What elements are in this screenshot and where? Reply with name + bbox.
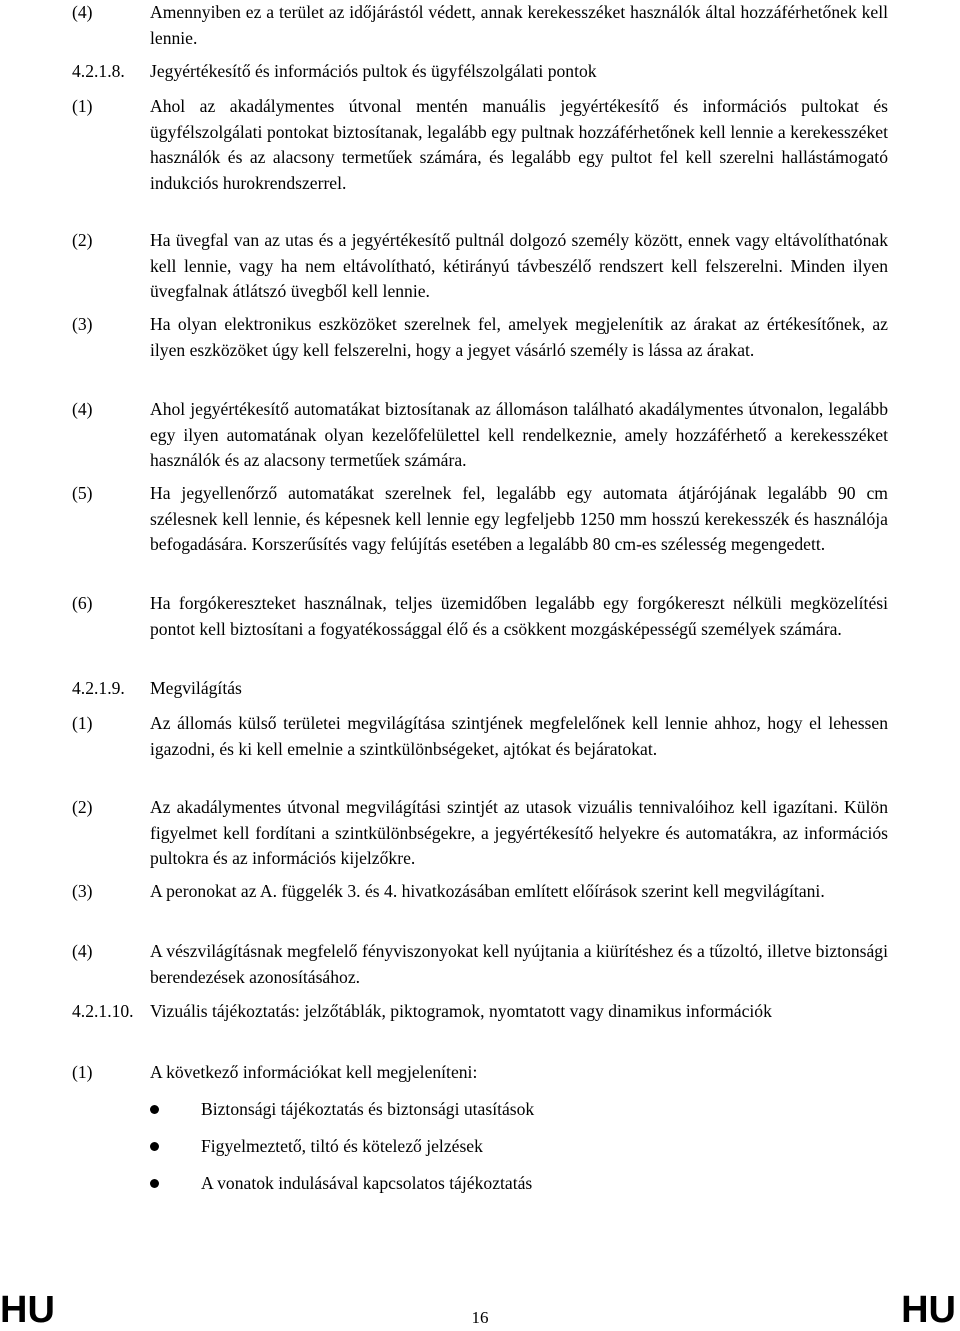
- section-number: 4.2.1.9.: [72, 678, 125, 698]
- bullet-list: [150, 1097, 850, 1208]
- paragraph-text: Amennyiben ez a terület az időjárástól védett, annak kerekesszéket használók által hozzáférhetőnek kell lennie.: [150, 2, 888, 48]
- section-heading-4-2-1-10: [72, 999, 888, 1025]
- paragraph-number: (2): [72, 230, 93, 250]
- paragraph-number: (3): [72, 881, 93, 901]
- section-title: Vizuális tájékoztatás: jelzőtáblák, piktogramok, nyomtatott vagy dinamikus információk: [150, 1001, 772, 1021]
- paragraph-2-route-lighting: [72, 795, 888, 872]
- paragraph-number: (4): [72, 941, 93, 961]
- section-number: 4.2.1.10.: [72, 1001, 134, 1021]
- paragraph-2-glass-wall: [72, 228, 888, 305]
- paragraph-1-counters: [72, 94, 888, 196]
- paragraph-4-ticket-machines: [72, 397, 888, 474]
- paragraph-text: Ha forgókereszteket használnak, teljes üzemidőben legalább egy forgókereszt nélküli megközelítési pontot kell biztosítani a fogyatékossággal élő és a csökkent mozgásképességű személyek számára.: [150, 593, 888, 639]
- paragraph-6-turnstiles: [72, 591, 888, 642]
- paragraph-text: A vészvilágításnak megfelelő fényviszonyokat kell nyújtania a kiürítéshez és a tűzoltó, illetve biztonsági berendezések azonosításához.: [150, 941, 888, 987]
- paragraph-3-price-display: [72, 312, 888, 363]
- paragraph-text: Ahol jegyértékesítő automatákat biztosítanak az állomáson található akadálymentes útvonalon, legalább egy ilyen automatának olyan kezelőfelülettel kell rendelkeznie, amely hozzáférhető a kerekesszéket használók és az alacsony termetűek számára.: [150, 399, 888, 470]
- list-item-text: Biztonsági tájékoztatás és biztonsági utasítások: [201, 1099, 535, 1119]
- paragraph-number: (1): [72, 1062, 93, 1082]
- footer-language-right: HU: [901, 1289, 956, 1331]
- paragraph-number: (3): [72, 314, 93, 334]
- list-item: [150, 1134, 850, 1159]
- paragraph-text: Az állomás külső területei megvilágítása szintjének megfelelőnek kell lennie ahhoz, hogy el lehessen igazodni, és ki kell emelnie a szintkülönbségeket, ajtókat és bejáratokat.: [150, 713, 888, 759]
- paragraph-text: A következő információkat kell megjeleníteni:: [150, 1062, 478, 1082]
- paragraph-number: (1): [72, 96, 93, 116]
- paragraph-4-shelter: [72, 0, 888, 51]
- list-item-text: A vonatok indulásával kapcsolatos tájékoztatás: [201, 1173, 533, 1193]
- list-item-text: Figyelmeztető, tiltó és kötelező jelzések: [201, 1136, 483, 1156]
- footer-language-left: HU: [0, 1289, 55, 1331]
- bullet-icon: [150, 1179, 159, 1188]
- section-number: 4.2.1.8.: [72, 61, 125, 81]
- section-heading-4-2-1-8: [72, 59, 888, 85]
- paragraph-4-emergency-lighting: [72, 939, 888, 990]
- paragraph-number: (4): [72, 399, 93, 419]
- list-item: [150, 1171, 850, 1196]
- paragraph-3-platform-lighting: [72, 879, 888, 905]
- section-heading-4-2-1-9: [72, 676, 888, 702]
- paragraph-number: (5): [72, 483, 93, 503]
- paragraph-text: Ha üvegfal van az utas és a jegyértékesítő pultnál dolgozó személy között, ennek vagy eltávolíthatónak kell lennie, vagy ha nem eltávolítható, kétirányú távbeszélő rendszert kell felszerelni. Minden ilyen üvegfalnak átlátszó üvegből kell lennie.: [150, 230, 888, 301]
- paragraph-text: Ha jegyellenőrző automatákat szerelnek fel, legalább egy automata átjárójának legalább 90 cm szélesnek kell lennie, és képesnek kell lennie egy legfeljebb 1250 mm hosszú kerekesszék és használója befogadására. Korszerűsítés vagy felújítás esetében a legalább 80 cm-es szélesség megengedett.: [150, 483, 888, 554]
- paragraph-number: (1): [72, 713, 93, 733]
- paragraph-text: Az akadálymentes útvonal megvilágítási szintjét az utasok vizuális tennivalóihoz kell igazítani. Külön figyelmet kell fordítani a szintkülönbségekre, a jegyértékesítő helyekre és automatákra, az információs pultokra és az információs kijelzőkre.: [150, 797, 888, 868]
- paragraph-number: (6): [72, 593, 93, 613]
- bullet-icon: [150, 1105, 159, 1114]
- section-title: Jegyértékesítő és információs pultok és ügyfélszolgálati pontok: [150, 61, 597, 81]
- bullet-icon: [150, 1142, 159, 1151]
- section-title: Megvilágítás: [150, 678, 242, 698]
- paragraph-1-outdoor-lighting: [72, 711, 888, 762]
- paragraph-number: (2): [72, 797, 93, 817]
- list-item: [150, 1097, 850, 1122]
- paragraph-5-ticket-gates: [72, 481, 888, 558]
- paragraph-text: Ahol az akadálymentes útvonal mentén manuális jegyértékesítő és információs pultokat és ügyfélszolgálati pontokat biztosítanak, legalább egy pultnak hozzáférhetőnek kell lennie a kerekesszéket használók és az alacsony termetűek számára, és legalább egy pultot fel kell szerelni hallástámogató indukciós hurokrendszerrel.: [150, 96, 888, 193]
- paragraph-text: Ha olyan elektronikus eszközöket szerelnek fel, amelyek megjelenítik az árakat az értékesítőnek, az ilyen eszközöket úgy kell felszerelni, hogy a jegyet vásárló személy is lássa az árakat.: [150, 314, 888, 360]
- page-number: 16: [471, 1308, 489, 1327]
- paragraph-text: A peronokat az A. függelék 3. és 4. hivatkozásában említett előírások szerint kell megvilágítani.: [150, 881, 825, 901]
- paragraph-1-information-list: [72, 1060, 888, 1086]
- paragraph-number: (4): [72, 2, 93, 22]
